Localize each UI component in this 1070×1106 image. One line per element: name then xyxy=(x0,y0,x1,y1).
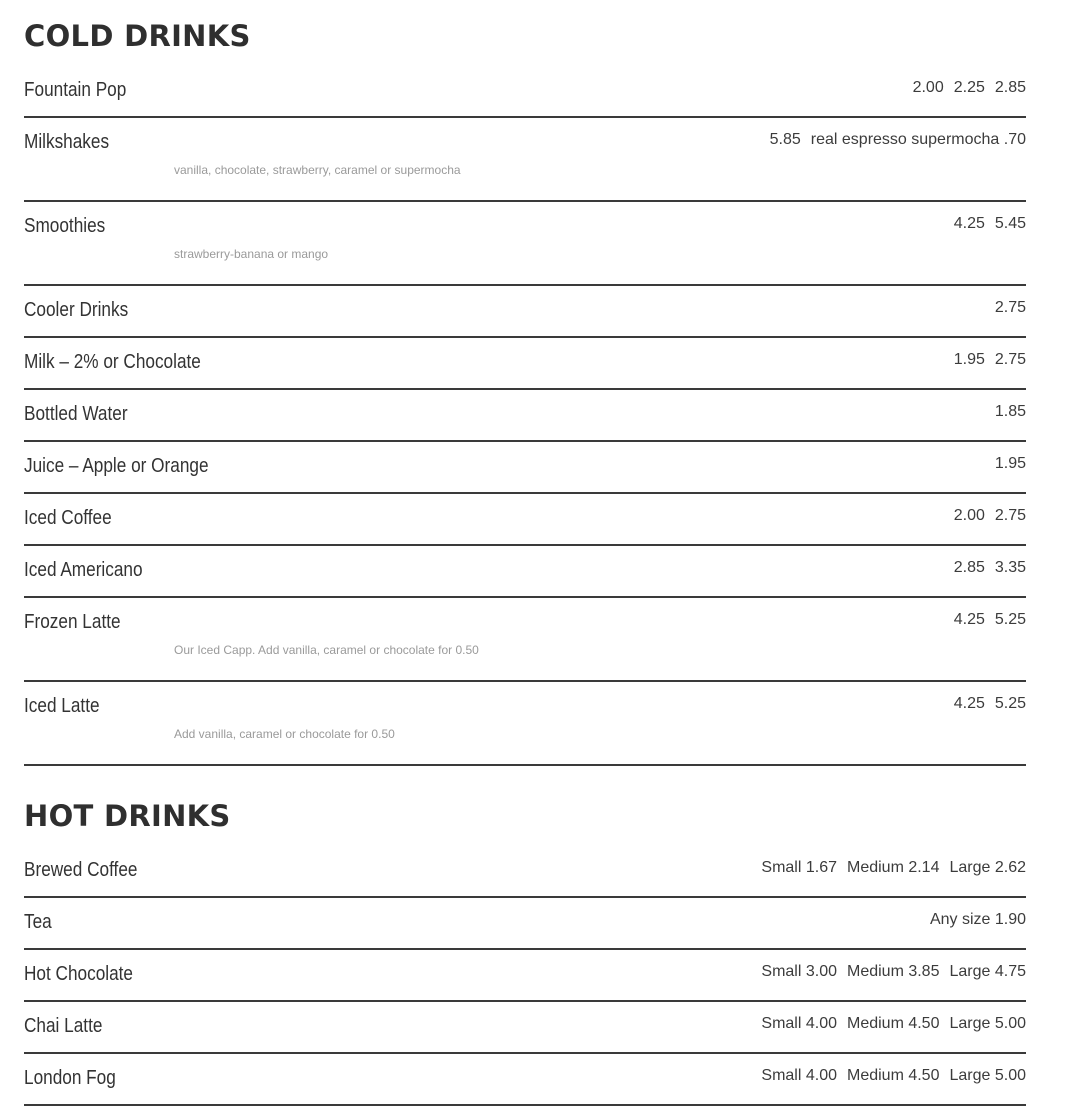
menu-item-prices xyxy=(995,298,1026,318)
price-value: Small 4.00 xyxy=(761,1015,837,1032)
menu-item-description: vanilla, chocolate, strawberry, caramel or supermocha xyxy=(174,163,461,177)
price-value: Large 4.75 xyxy=(949,963,1026,980)
price-value: 2.75 xyxy=(994,351,1026,368)
menu-item-prices xyxy=(954,558,1026,578)
menu-item-description: Our Iced Capp. Add vanilla, caramel or chocolate for 0.50 xyxy=(174,643,479,657)
menu-item-prices xyxy=(761,1014,1026,1034)
price-value: 5.25 xyxy=(994,695,1026,712)
menu-item xyxy=(24,390,1026,442)
menu-item-name: Hot Chocolate xyxy=(24,963,134,985)
menu-item xyxy=(24,898,1026,950)
price-value: 2.85 xyxy=(953,559,985,576)
menu-item-name: Bottled Water xyxy=(24,403,128,425)
menu-item-prices xyxy=(930,910,1026,930)
price-value: 2.75 xyxy=(994,507,1026,524)
price-value: 1.95 xyxy=(953,351,985,368)
price-value: 2.00 xyxy=(912,79,944,96)
price-value: Small 4.00 xyxy=(761,1067,837,1084)
price-value: 1.85 xyxy=(994,403,1026,420)
price-value: Medium 4.50 xyxy=(846,1067,940,1084)
menu-item-prices xyxy=(954,214,1026,234)
menu-item-prices xyxy=(954,350,1026,370)
price-value: Medium 4.50 xyxy=(846,1015,940,1032)
price-value: Small 3.00 xyxy=(761,963,837,980)
menu-item-name: Milkshakes xyxy=(24,131,110,153)
price-value: Medium 3.85 xyxy=(846,963,940,980)
menu-item-prices xyxy=(954,610,1026,630)
menu-item-description: Add vanilla, caramel or chocolate for 0.50 xyxy=(174,727,395,741)
price-value: Any size 1.90 xyxy=(929,911,1026,928)
menu-item-prices xyxy=(770,130,1026,150)
price-value: Medium 2.14 xyxy=(846,859,940,876)
cold-drinks-heading: COLD DRINKS xyxy=(24,19,251,53)
price-value: 2.75 xyxy=(994,299,1026,316)
price-value: 2.85 xyxy=(994,79,1026,96)
menu-item xyxy=(24,494,1026,546)
menu-item xyxy=(24,682,1026,766)
menu-item-name: Fountain Pop xyxy=(24,79,127,101)
price-value: 4.25 xyxy=(953,611,985,628)
menu-item xyxy=(24,202,1026,286)
menu-item-name: Smoothies xyxy=(24,215,106,237)
menu-item xyxy=(24,66,1026,118)
price-value: 5.85 xyxy=(769,131,801,148)
menu-item-name: Iced Coffee xyxy=(24,507,112,529)
menu-item-name: Juice – Apple or Orange xyxy=(24,455,209,477)
menu-item xyxy=(24,338,1026,390)
menu-item-prices xyxy=(995,454,1026,474)
menu-item xyxy=(24,1002,1026,1054)
menu-item-name: Chai Latte xyxy=(24,1015,103,1037)
menu-item-prices xyxy=(954,694,1026,714)
menu-item-prices xyxy=(954,506,1026,526)
menu-item-name: Iced Latte xyxy=(24,695,100,717)
price-value: 2.25 xyxy=(953,79,985,96)
menu-item-prices xyxy=(761,962,1026,982)
price-value: Small 1.67 xyxy=(761,859,837,876)
menu-item xyxy=(24,598,1026,682)
price-value: 1.95 xyxy=(994,455,1026,472)
menu-item-name: Milk – 2% or Chocolate xyxy=(24,351,201,373)
price-value: 3.35 xyxy=(994,559,1026,576)
price-value: Large 2.62 xyxy=(949,859,1026,876)
menu-item-description: strawberry-banana or mango xyxy=(174,247,329,261)
menu-item-prices xyxy=(761,1066,1026,1086)
menu-item xyxy=(24,846,1026,898)
menu-item xyxy=(24,118,1026,202)
menu-item-name: Frozen Latte xyxy=(24,611,121,633)
price-value: 4.25 xyxy=(953,695,985,712)
menu-item xyxy=(24,1054,1026,1106)
price-value: 4.25 xyxy=(953,215,985,232)
price-value: Large 5.00 xyxy=(949,1067,1026,1084)
menu-item-name: Brewed Coffee xyxy=(24,859,138,881)
price-value: 5.45 xyxy=(994,215,1026,232)
price-value: real espresso supermocha .70 xyxy=(810,131,1026,148)
menu-item-prices xyxy=(913,78,1026,98)
menu-item xyxy=(24,286,1026,338)
menu-item-name: Cooler Drinks xyxy=(24,299,129,321)
price-value: 5.25 xyxy=(994,611,1026,628)
price-value: 2.00 xyxy=(953,507,985,524)
menu-item xyxy=(24,442,1026,494)
price-value: Large 5.00 xyxy=(949,1015,1026,1032)
menu-item-prices xyxy=(761,858,1026,878)
hot-drinks-heading: HOT DRINKS xyxy=(24,799,231,833)
menu-item-name: London Fog xyxy=(24,1067,116,1089)
menu-item-name: Tea xyxy=(24,911,52,933)
menu-item-prices xyxy=(995,402,1026,422)
menu-item-name: Iced Americano xyxy=(24,559,143,581)
menu-item xyxy=(24,546,1026,598)
menu-item xyxy=(24,950,1026,1002)
